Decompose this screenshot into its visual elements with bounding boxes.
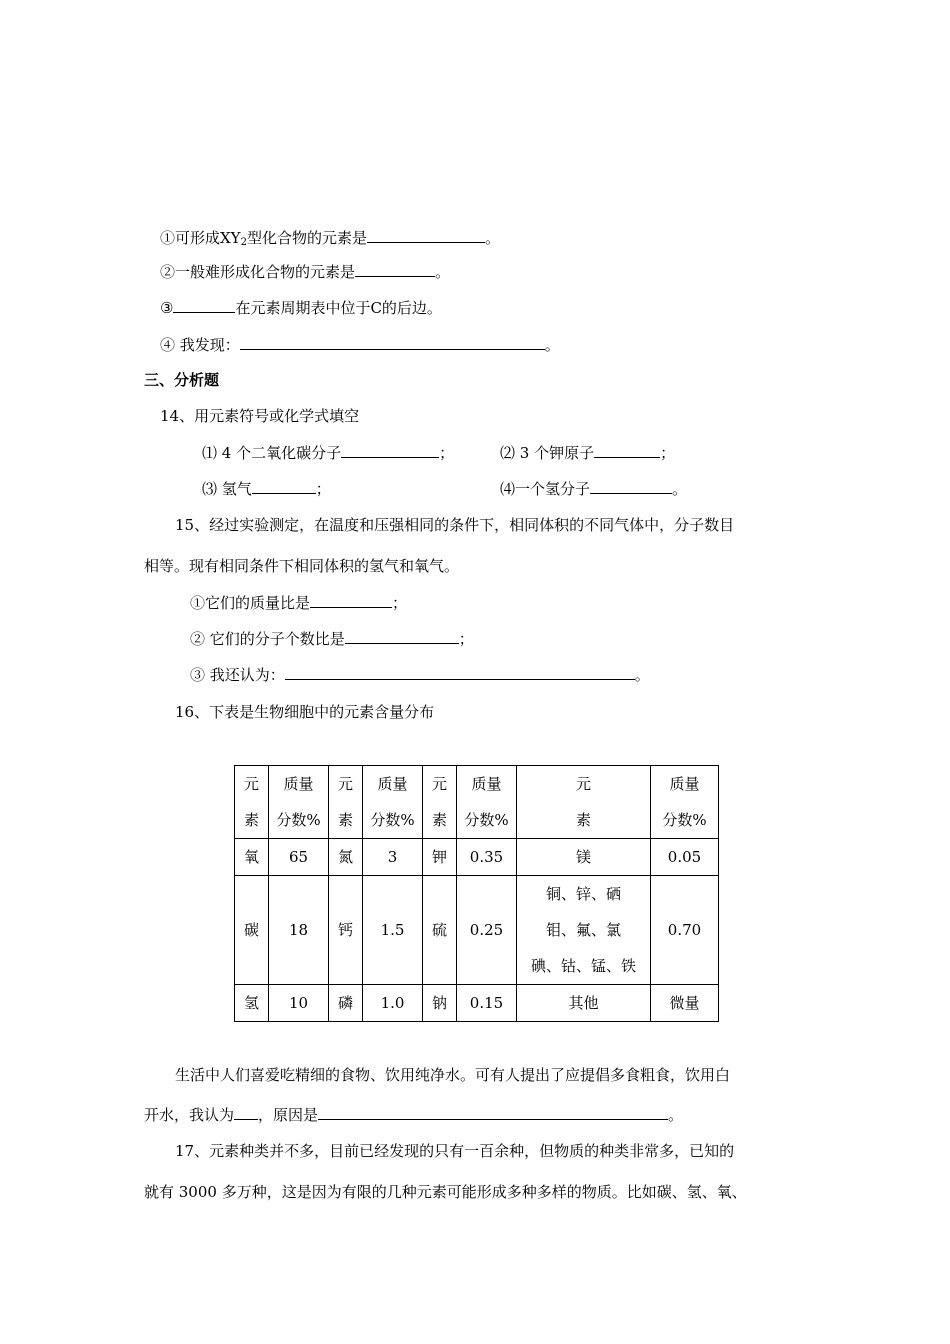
table-cell: 微量 — [651, 985, 719, 1022]
table-cell: 0.25 — [457, 876, 517, 985]
header-element: 元 素 — [235, 766, 269, 839]
table-cell: 65 — [269, 839, 329, 876]
table-row — [235, 876, 719, 985]
table-cell: 钾 — [423, 839, 457, 876]
q14-item-c: ⑶ 氢气 ； — [202, 480, 331, 498]
table-row — [235, 985, 719, 1022]
header-element: 元 素 — [517, 766, 651, 839]
table-cell: 1.0 — [363, 985, 423, 1022]
q14-item-d: ⑷一个氢分子 。 — [500, 480, 688, 498]
table-cell: 硫 — [423, 876, 457, 985]
answer-blank[interactable] — [173, 298, 235, 313]
q16-stem: 16、下表是生物细胞中的元素含量分布 — [175, 703, 435, 721]
q13-item-3: ③ 在元素周期表中位于C的后边。 — [160, 299, 442, 317]
answer-blank[interactable] — [310, 593, 392, 608]
q16-after-line-1: 生活中人们喜爱吃精细的食物、饮用纯净水。可有人提出了应提倡多食粗食，饮用白 — [175, 1066, 731, 1084]
table-cell-trace-elements: 铜、锌、硒 钼、氟、氯 碘、钴、锰、铁 — [517, 876, 651, 985]
q14-item-a: ⑴ 4 个二氧化碳分子 ； — [202, 444, 455, 462]
header-element: 元 素 — [423, 766, 457, 839]
table-cell: 3 — [363, 839, 423, 876]
answer-blank[interactable] — [367, 228, 485, 243]
answer-blank[interactable] — [285, 665, 635, 680]
q17-line-1: 17、元素种类并不多，目前已经发现的只有一百余种，但物质的种类非常多，已知的 — [175, 1142, 735, 1160]
table-cell: 氢 — [235, 985, 269, 1022]
answer-blank[interactable] — [355, 262, 435, 277]
table-cell: 1.5 — [363, 876, 423, 985]
q13-item-2: ②一般难形成化合物的元素是 。 — [160, 263, 451, 281]
q14-item-b: ⑵ 3 个钾原子 ； — [500, 444, 676, 462]
table-cell: 0.05 — [651, 839, 719, 876]
table-cell: 其他 — [517, 985, 651, 1022]
answer-blank[interactable] — [594, 443, 660, 458]
q15-item-2: ② 它们的分子个数比是 ； — [190, 630, 474, 648]
table-cell: 0.15 — [457, 985, 517, 1022]
table-cell: 10 — [269, 985, 329, 1022]
q13-item-1: ①可形成$XY_2$型化合物的元素是 。 — [160, 229, 500, 248]
header-mass-fraction: 质量 分数% — [457, 766, 517, 839]
answer-blank[interactable] — [318, 1105, 668, 1120]
table-row — [235, 839, 719, 876]
table-cell: 18 — [269, 876, 329, 985]
q14-stem: 14、用元素符号或化学式填空 — [160, 407, 360, 425]
answer-blank[interactable] — [590, 479, 672, 494]
table-cell: 0.70 — [651, 876, 719, 985]
q16-after-line-2: 开水，我认为 ，原因是 。 — [144, 1106, 684, 1124]
table-cell: 钙 — [329, 876, 363, 985]
table-cell: 氮 — [329, 839, 363, 876]
answer-blank[interactable] — [341, 443, 439, 458]
q15-stem-line-2: 相等。现有相同条件下相同体积的氢气和氧气。 — [144, 557, 460, 575]
header-mass-fraction: 质量 分数% — [363, 766, 423, 839]
table-cell: 磷 — [329, 985, 363, 1022]
answer-blank[interactable] — [240, 335, 545, 350]
q15-item-3: ③ 我还认为： 。 — [190, 666, 650, 684]
header-element: 元 素 — [329, 766, 363, 839]
answer-blank[interactable] — [252, 479, 316, 494]
q17-line-2: 就有 3000 多万种，这是因为有限的几种元素可能形成多种多样的物质。比如碳、氢、氧、 — [144, 1183, 747, 1201]
table-cell: 0.35 — [457, 839, 517, 876]
answer-blank[interactable] — [234, 1105, 258, 1120]
q13-item-4: ④ 我发现： 。 — [160, 336, 560, 354]
table-cell: 氧 — [235, 839, 269, 876]
element-content-table — [234, 765, 719, 1022]
table-cell: 碳 — [235, 876, 269, 985]
table-header-row — [235, 766, 719, 839]
header-mass-fraction: 质量 分数% — [269, 766, 329, 839]
header-mass-fraction: 质量 分数% — [651, 766, 719, 839]
q15-stem-line-1: 15、经过实验测定，在温度和压强相同的条件下，相同体积的不同气体中，分子数目 — [175, 516, 735, 534]
q15-item-1: ①它们的质量比是 ； — [190, 594, 408, 612]
section-heading: 三、分析题 — [144, 371, 220, 389]
table-cell: 钠 — [423, 985, 457, 1022]
table-cell: 镁 — [517, 839, 651, 876]
answer-blank[interactable] — [345, 629, 459, 644]
